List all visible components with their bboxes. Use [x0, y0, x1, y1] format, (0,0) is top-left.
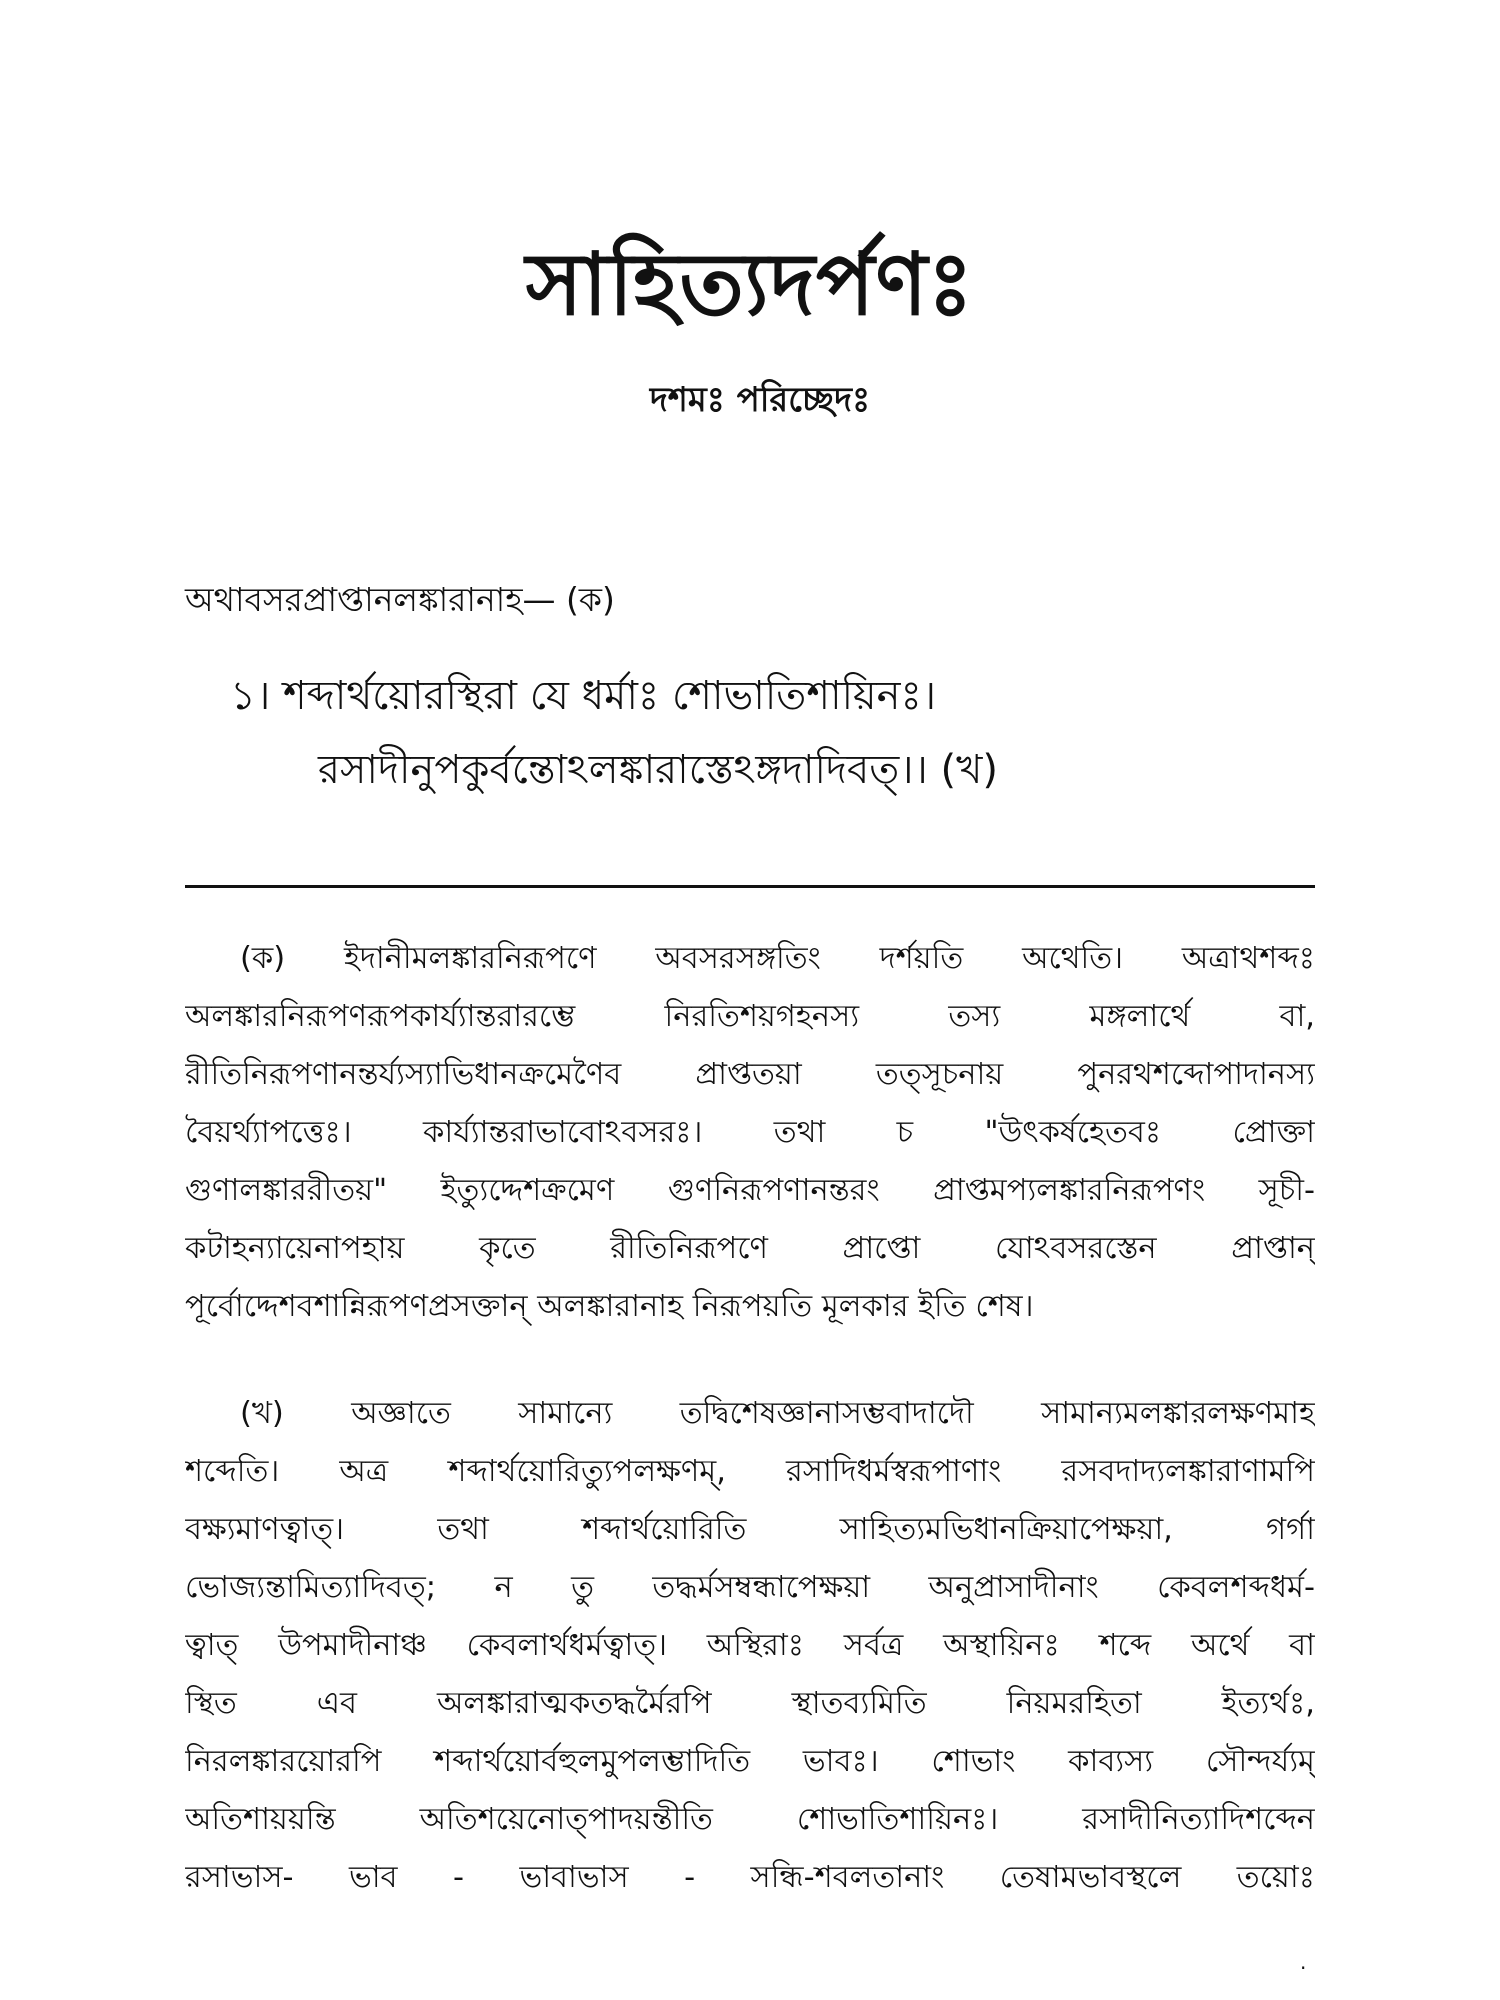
commentary-note-k	[185, 930, 1315, 1336]
commentary-line: নিরলঙ্কারয়োরপি শব্দার্থয়োর্বহুলমুপলম্ভাদিতি ভাবঃ। শোভাং কাব্যস্য সৌন্দর্য্যম্	[185, 1744, 1315, 1779]
page-title: সাহিত্যদর্পণঃ	[525, 235, 975, 335]
section-divider	[185, 885, 1315, 888]
chapter-subtitle: দশমঃ পরিচ্ছেদঃ	[649, 380, 871, 420]
commentary-line: অলঙ্কারনিরূপণরূপকার্য্যান্তরারম্ভে নিরতিশয়গহনস্য তস্য মঙ্গলার্থে বা,	[185, 999, 1315, 1034]
commentary-line: রসাভাস- ভাব - ভাবাভাস - সন্ধি-শবলতানাং তেষামভাবস্থলে তয়োঃ	[185, 1860, 1315, 1895]
commentary-line: ত্বাত্ উপমাদীনাঞ্চ কেবলার্থধর্মত্বাত্। অস্থিরাঃ সর্বত্র অস্থায়িনঃ শব্দে অর্থে বা	[185, 1628, 1315, 1663]
commentary-line: শব্দেতি। অত্র শব্দার্থয়োরিত্যুপলক্ষণম্, রসাদিধর্মস্বরূপাণাং রসবদাদ্যলঙ্কারাণামপি	[185, 1454, 1315, 1489]
commentary-line: বক্ষ্যমাণত্বাত্। তথা শব্দার্থয়োরিতি সাহিত্যমভিধানক্রিয়াপেক্ষয়া, গর্গা	[185, 1512, 1315, 1547]
page-mark: .	[1300, 1950, 1307, 1974]
verse-line-2: রসাদীনুপকুর্বন্তোঽলঙ্কারাস্তেঽঙ্গদাদিবত্।। (খ)	[318, 747, 999, 793]
commentary-line: (ক) ইদানীমলঙ্কারনিরূপণে অবসরসঙ্গতিং দর্শয়তি অথেতি। অত্রাথশব্দঃ	[240, 941, 1315, 976]
commentary-line: বৈয়র্থ্যাপত্তেঃ। কার্য্যান্তরাভাবোঽবসরঃ। তথা চ "উৎকর্ষহেতবঃ প্রোক্তা	[185, 1115, 1315, 1150]
commentary-line: অতিশায়য়ন্তি অতিশয়েনোত্পাদয়ন্তীতি শোভাতিশায়িনঃ। রসাদীনিত্যাদিশব্দেন	[185, 1802, 1315, 1837]
commentary-line: স্থিত এব অলঙ্কারাত্মকতদ্ধর্মৈরপি স্থাতব্যমিতি নিয়মরহিতা ইত্যর্থঃ,	[185, 1686, 1315, 1721]
commentary-line: গুণালঙ্কাররীতয়" ইত্যুদ্দেশক্রমেণ গুণনিরূপণানন্তরং প্রাপ্তমপ্যলঙ্কারনিরূপণং সূচী-	[185, 1173, 1315, 1208]
commentary-line: পূর্বোদ্দেশবশান্নিরূপণপ্রসক্তান্ অলঙ্কারানাহ নিরূপয়তি মূলকার ইতি শেষ।	[185, 1289, 1034, 1324]
intro-line: অথাবসরপ্রাপ্তানলঙ্কারানাহ— (ক)	[185, 580, 615, 619]
commentary-line: ভোজ্যন্তামিত্যাদিবত্; ন তু তদ্ধর্মসম্বন্ধাপেক্ষয়া অনুপ্রাসাদীনাং কেবলশব্দধর্ম-	[185, 1570, 1315, 1605]
commentary-note-kh	[185, 1385, 1315, 1907]
commentary-line: রীতিনিরূপণানন্তর্য্যস্যাভিধানক্রমেণৈব প্রাপ্ততয়া তত্সূচনায় পুনরথশব্দোপাদানস্য	[185, 1057, 1315, 1092]
commentary-line: কটাহন্যায়েনাপহায় কৃতে রীতিনিরূপণে প্রাপ্তো যোঽবসরস্তেন প্রাপ্তান্	[185, 1231, 1315, 1266]
commentary-line: (খ) অজ্ঞাতে সামান্যে তদ্বিশেষজ্ঞানাসম্ভবাদাদৌ সামান্যমলঙ্কারলক্ষণমাহ	[240, 1396, 1315, 1431]
verse-line-1: ১। শব্দার্থয়োরস্থিরা যে ধর্মাঃ শোভাতিশায়িনঃ।	[230, 673, 937, 719]
